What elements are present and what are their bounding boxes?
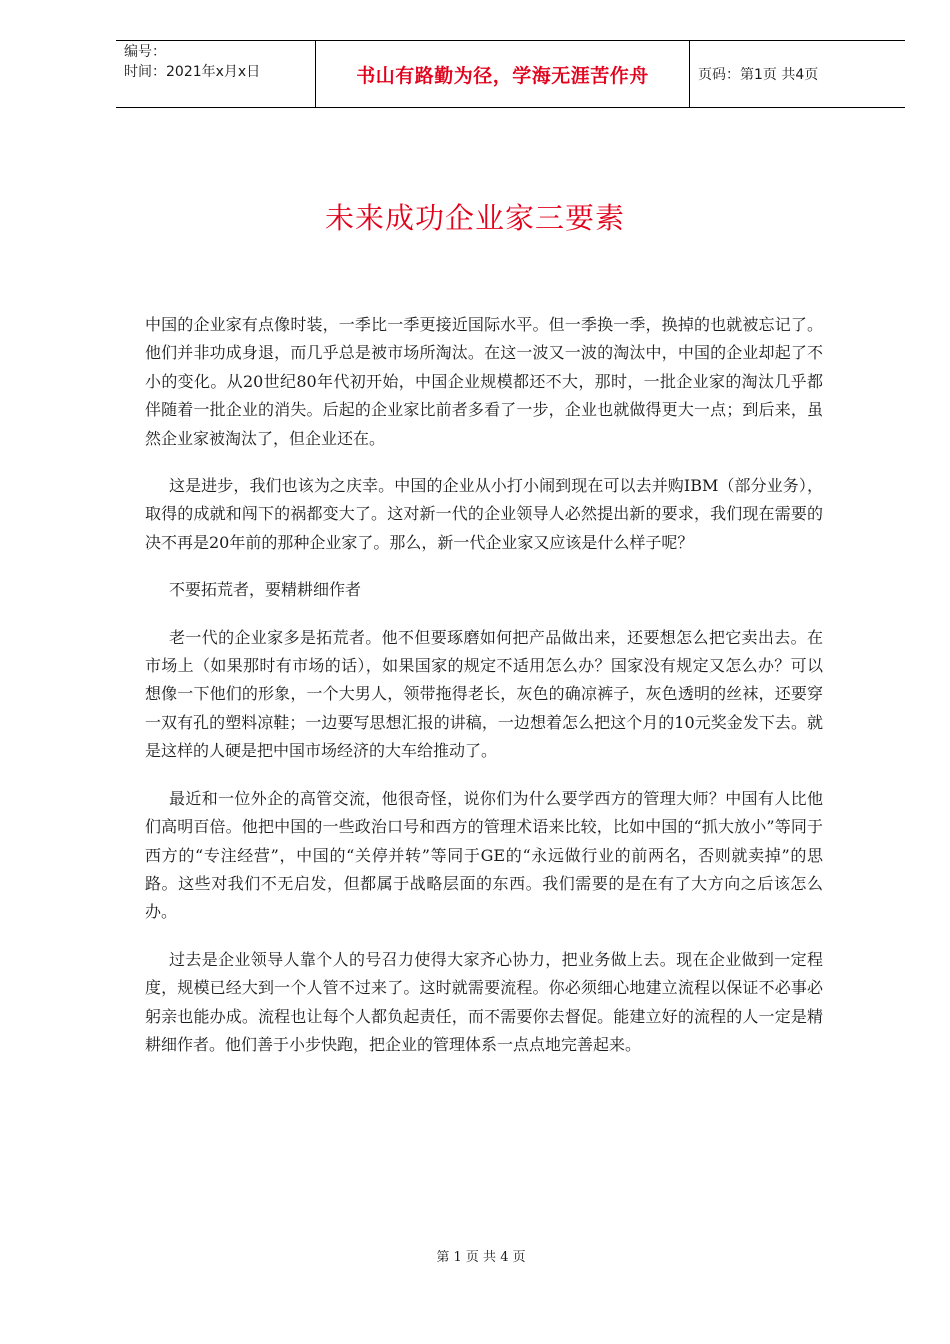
header-meta-cell	[116, 41, 316, 107]
header-motto-cell	[316, 41, 690, 107]
paragraph-1: 中国的企业家有点像时装，一季比一季更接近国际水平。但一季换一季，换掉的也就被忘记了。他们并非功成身退，而几乎总是被市场所淘汰。在这一波又一波的淘汰中，中国的企业却起了不小的变化。从20世纪80年代初开始，中国企业规模都还不大，那时，一批企业家的淘汰几乎都伴随着一批企业的消失。后起的企业家比前者多看了一步，企业也就做得更大一点；到后来，虽然企业家被淘汰了，但企业还在。	[145, 315, 823, 448]
header-table	[116, 40, 905, 108]
page-footer: 第 1 页 共 4 页	[436, 1250, 526, 1265]
section-heading: 不要拓荒者，要精耕细作者	[169, 580, 362, 600]
serial-number-label: 编号：	[124, 44, 166, 60]
date-label: 时间：2021年x月x日	[124, 64, 261, 80]
paragraph-4: 最近和一位外企的高管交流，他很奇怪，说你们为什么要学西方的管理大师？中国有人比他们高明百倍。他把中国的一些政治口号和西方的管理术语来比较，比如中国的“抓大放小”等同于西方的“专注经营”，中国的“关停并转”等同于GE的“永远做行业的前两名，否则就卖掉”的思路。这些对我们不无启发，但都属于战略层面的东西。我们需要的是在有了大方向之后该怎么办。	[145, 788, 823, 922]
header-motto: 书山有路勤为径，学海无涯苦作舟	[356, 64, 649, 87]
document-title: 未来成功企业家三要素	[324, 201, 625, 235]
paragraph-2: 这是进步，我们也该为之庆幸。中国的企业从小打小闹到现在可以去并购IBM（部分业务），取得的成就和闯下的祸都变大了。这对新一代的企业领导人必然提出新的要求，我们现在需要的决不再是20年前的那种企业家了。那么，新一代企业家又应该是什么样子呢？	[145, 476, 823, 552]
header-page-info: 页码：第1页 共4页	[698, 67, 819, 83]
header-page-cell	[690, 41, 905, 107]
paragraph-5: 过去是企业领导人靠个人的号召力使得大家齐心协力，把业务做上去。现在企业做到一定程度，规模已经大到一个人管不过来了。这时就需要流程。你必须细心地建立流程以保证不必事必躬亲也能办成。流程也让每个人都负起责任，而不需要你去督促。能建立好的流程的人一定是精耕细作者。他们善于小步快跑，把企业的管理体系一点点地完善起来。	[145, 949, 823, 1054]
paragraph-3: 老一代的企业家多是拓荒者。他不但要琢磨如何把产品做出来，还要想怎么把它卖出去。在市场上（如果那时有市场的话），如果国家的规定不适用怎么办？国家没有规定又怎么办？可以想像一下他们的形象，一个大男人，领带拖得老长，灰色的确凉裤子，灰色透明的丝袜，还要穿一双有孔的塑料凉鞋；一边要写思想汇报的讲稿，一边想着怎么把这个月的10元奖金发下去。就是这样的人硬是把中国市场经济的大车给推动了。	[145, 627, 823, 761]
document-body	[145, 311, 823, 1078]
